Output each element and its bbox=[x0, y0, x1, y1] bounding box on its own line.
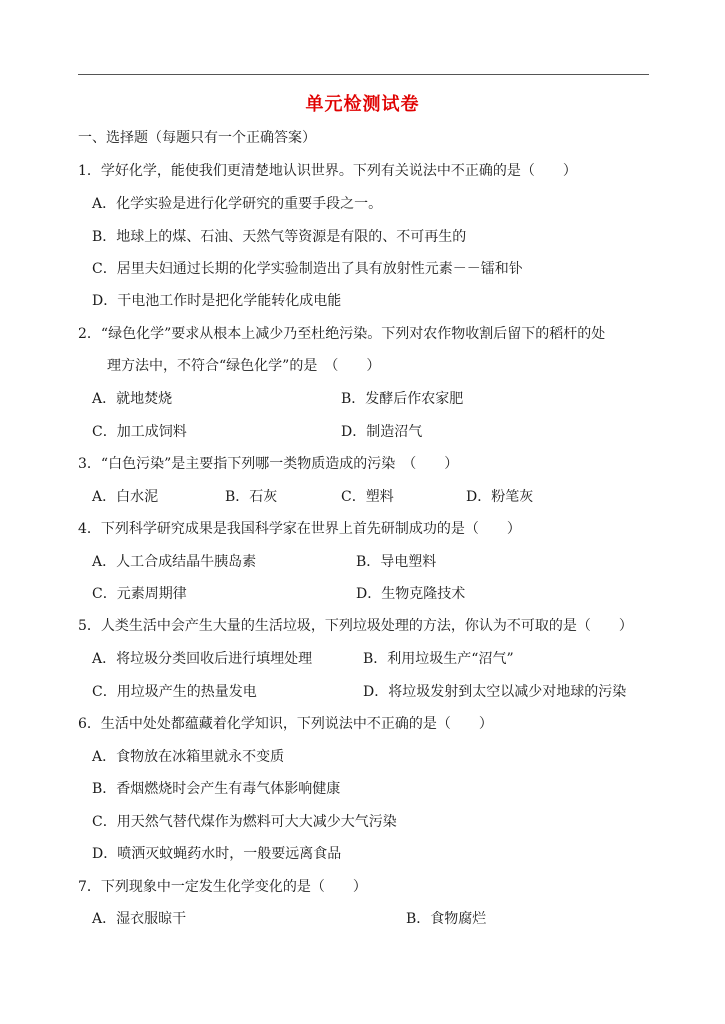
question-6-stem: 6．生活中处处都蕴藏着化学知识，下列说法中不正确的是（ ） bbox=[78, 716, 493, 732]
question-4-option-a: A．人工合成结晶牛胰岛素 bbox=[92, 554, 257, 570]
question-3-option-c: C．塑料 bbox=[341, 489, 394, 505]
question-7-stem: 7．下列现象中一定发生化学变化的是（ ） bbox=[78, 879, 367, 895]
question-3-option-b: B．石灰 bbox=[225, 489, 278, 505]
question-5-option-d: D．将垃圾发射到太空以减少对地球的污染 bbox=[363, 684, 627, 700]
question-5-option-c: C．用垃圾产生的热量发电 bbox=[92, 684, 257, 700]
question-3-stem: 3．“白色污染”是主要指下列哪一类物质造成的污染 （ ） bbox=[78, 456, 459, 472]
question-6-option-a: A．食物放在冰箱里就永不变质 bbox=[92, 749, 285, 765]
question-2-option-a: A．就地焚烧 bbox=[92, 391, 173, 407]
question-2-stem-continued: 理方法中，不符合“绿色化学”的是 （ ） bbox=[107, 358, 381, 374]
question-5-stem: 5．人类生活中会产生大量的生活垃圾，下列垃圾处理的方法，你认为不可取的是（ ） bbox=[78, 618, 633, 634]
question-2-option-b: B．发酵后作农家肥 bbox=[341, 391, 464, 407]
question-3-option-a: A．白水泥 bbox=[92, 489, 159, 505]
question-5-option-a: A．将垃圾分类回收后进行填埋处理 bbox=[92, 651, 313, 667]
question-4-option-d: D．生物克隆技术 bbox=[356, 586, 466, 602]
question-7-option-a: A．湿衣服晾干 bbox=[92, 911, 187, 927]
question-5-option-b: B．利用垃圾生产“沼气” bbox=[363, 651, 514, 667]
question-4-option-c: C．元素周期律 bbox=[92, 586, 187, 602]
question-7-option-b: B．食物腐烂 bbox=[406, 911, 487, 927]
question-2-stem: 2．“绿色化学”要求从根本上减少乃至杜绝污染。下列对农作物收割后留下的稻杆的处 bbox=[78, 326, 606, 342]
question-3-option-d: D．粉笔灰 bbox=[466, 489, 534, 505]
question-1-option-b: B．地球上的煤、石油、天然气等资源是有限的、不可再生的 bbox=[92, 229, 467, 245]
question-6-option-d: D．喷洒灭蚊蝇药水时，一般要远离食品 bbox=[92, 846, 342, 862]
question-1-stem: 1．学好化学，能使我们更清楚地认识世界。下列有关说法中不正确的是（ ） bbox=[78, 163, 577, 179]
question-2-option-d: D．制造沼气 bbox=[341, 424, 423, 440]
question-1-option-a: A．化学实验是进行化学研究的重要手段之一。 bbox=[92, 196, 383, 212]
question-4-option-b: B．导电塑料 bbox=[356, 554, 437, 570]
question-1-option-d: D．干电池工作时是把化学能转化成电能 bbox=[92, 293, 342, 309]
question-1-option-c: C．居里夫妇通过长期的化学实验制造出了具有放射性元素－－镭和钋 bbox=[92, 261, 523, 277]
header-rule bbox=[78, 74, 649, 75]
question-6-option-b: B．香烟燃烧时会产生有毒气体影响健康 bbox=[92, 781, 341, 797]
page-title: 单元检测试卷 bbox=[305, 94, 420, 115]
question-2-option-c: C．加工成饲料 bbox=[92, 424, 187, 440]
section-heading: 一、选择题（每题只有一个正确答案） bbox=[78, 130, 316, 146]
question-6-option-c: C．用天然气替代煤作为燃料可大大减少大气污染 bbox=[92, 814, 397, 830]
question-4-stem: 4．下列科学研究成果是我国科学家在世界上首先研制成功的是（ ） bbox=[78, 521, 521, 537]
